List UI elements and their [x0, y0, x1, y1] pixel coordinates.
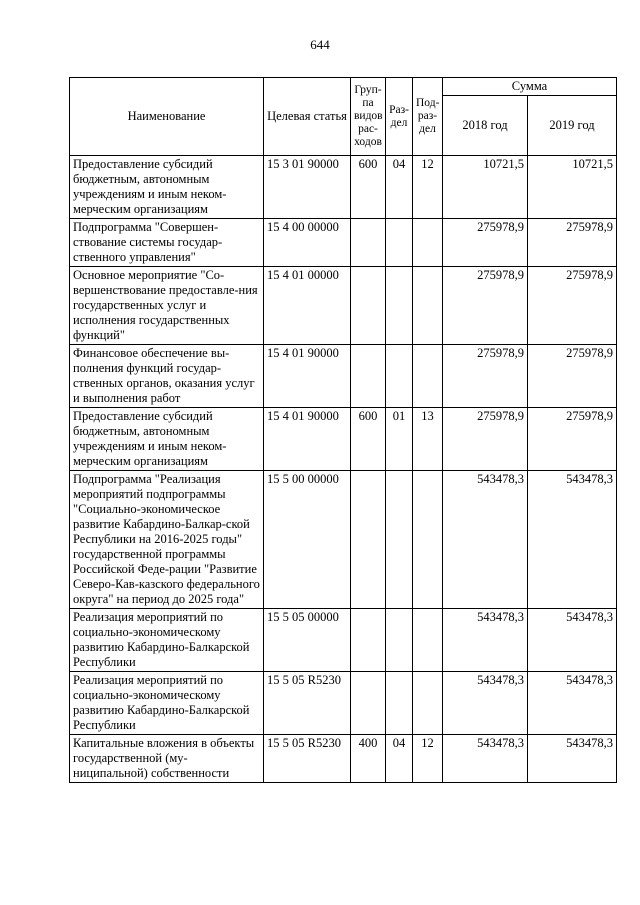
table-row	[70, 609, 617, 672]
row-section: 01	[386, 408, 413, 471]
row-subsection	[413, 267, 443, 345]
row-sum-2018: 10721,5	[443, 156, 528, 219]
table-row	[70, 267, 617, 345]
header-subsection: Под-раз-дел	[413, 78, 443, 156]
row-subsection	[413, 609, 443, 672]
row-sum-2018: 275978,9	[443, 219, 528, 267]
row-group: 600	[351, 156, 386, 219]
row-group	[351, 672, 386, 735]
row-sum-2018: 543478,3	[443, 735, 528, 783]
table-row	[70, 672, 617, 735]
row-section	[386, 267, 413, 345]
row-name: Реализация мероприятий по социально-экономическому развитию Кабардино-Балкарской Республики	[70, 672, 264, 735]
row-sum-2019: 543478,3	[528, 735, 617, 783]
row-subsection	[413, 219, 443, 267]
row-subsection: 12	[413, 156, 443, 219]
row-section: 04	[386, 735, 413, 783]
row-section: 04	[386, 156, 413, 219]
row-name: Реализация мероприятий по социально-экономическому развитию Кабардино-Балкарской Республики	[70, 609, 264, 672]
header-year-2018: 2018 год	[443, 96, 528, 156]
row-sum-2019: 275978,9	[528, 408, 617, 471]
row-section	[386, 672, 413, 735]
row-subsection: 12	[413, 735, 443, 783]
row-subsection	[413, 345, 443, 408]
header-target: Целевая статья	[264, 78, 351, 156]
row-sum-2019: 543478,3	[528, 609, 617, 672]
row-group	[351, 267, 386, 345]
header-year-2019: 2019 год	[528, 96, 617, 156]
table-header	[70, 78, 617, 156]
row-name: Подпрограмма "Реализация мероприятий подпрограммы "Социально-экономическое развитие Кабардино-Балкар-ской Республики на 2016-2025 годы" государственной программы Российской Феде-рации "Развитие Северо-Кав-казского федерального округа" на период до 2025 года"	[70, 471, 264, 609]
budget-table	[69, 77, 617, 783]
table-row	[70, 219, 617, 267]
header-sum: Сумма	[443, 78, 617, 96]
row-sum-2019: 275978,9	[528, 219, 617, 267]
row-subsection	[413, 672, 443, 735]
row-name: Капитальные вложения в объекты государственной (му-ниципальной) собственности	[70, 735, 264, 783]
table-row	[70, 345, 617, 408]
row-target-code: 15 4 01 90000	[264, 345, 351, 408]
row-sum-2018: 543478,3	[443, 672, 528, 735]
table-body	[70, 156, 617, 783]
row-group: 400	[351, 735, 386, 783]
row-sum-2019: 275978,9	[528, 267, 617, 345]
row-group	[351, 219, 386, 267]
header-section: Раз-дел	[386, 78, 413, 156]
row-section	[386, 345, 413, 408]
row-target-code: 15 4 00 00000	[264, 219, 351, 267]
row-name: Предоставление субсидий бюджетным, автономным учреждениям и иным неком-мерческим организациям	[70, 156, 264, 219]
row-target-code: 15 5 05 R5230	[264, 735, 351, 783]
row-target-code: 15 5 05 R5230	[264, 672, 351, 735]
row-subsection: 13	[413, 408, 443, 471]
row-group	[351, 609, 386, 672]
page-number: 644	[310, 37, 330, 52]
table-row	[70, 471, 617, 609]
row-sum-2018: 543478,3	[443, 471, 528, 609]
row-sum-2018: 275978,9	[443, 408, 528, 471]
row-sum-2018: 275978,9	[443, 267, 528, 345]
row-group	[351, 345, 386, 408]
row-group	[351, 471, 386, 609]
row-name: Предоставление субсидий бюджетным, автономным учреждениям и иным неком-мерческим организациям	[70, 408, 264, 471]
row-sum-2018: 543478,3	[443, 609, 528, 672]
row-sum-2019: 543478,3	[528, 672, 617, 735]
row-section	[386, 609, 413, 672]
row-section	[386, 471, 413, 609]
row-name: Подпрограмма "Совершен-ствование системы государ-ственного управления"	[70, 219, 264, 267]
header-name: Наименование	[70, 78, 264, 156]
table-row	[70, 735, 617, 783]
header-group: Груп-па видов рас-ходов	[351, 78, 386, 156]
row-section	[386, 219, 413, 267]
row-name: Основное мероприятие "Со-вершенствование предоставле-ния государственных услуг и исполнения государственных функций"	[70, 267, 264, 345]
row-subsection	[413, 471, 443, 609]
row-target-code: 15 4 01 00000	[264, 267, 351, 345]
row-sum-2019: 275978,9	[528, 345, 617, 408]
table-row	[70, 408, 617, 471]
row-target-code: 15 5 05 00000	[264, 609, 351, 672]
row-sum-2018: 275978,9	[443, 345, 528, 408]
table-row	[70, 156, 617, 219]
row-target-code: 15 4 01 90000	[264, 408, 351, 471]
row-sum-2019: 543478,3	[528, 471, 617, 609]
row-target-code: 15 3 01 90000	[264, 156, 351, 219]
row-name: Финансовое обеспечение вы-полнения функций государ-ственных органов, оказания услуг и выполнения работ	[70, 345, 264, 408]
row-sum-2019: 10721,5	[528, 156, 617, 219]
row-target-code: 15 5 00 00000	[264, 471, 351, 609]
row-group: 600	[351, 408, 386, 471]
